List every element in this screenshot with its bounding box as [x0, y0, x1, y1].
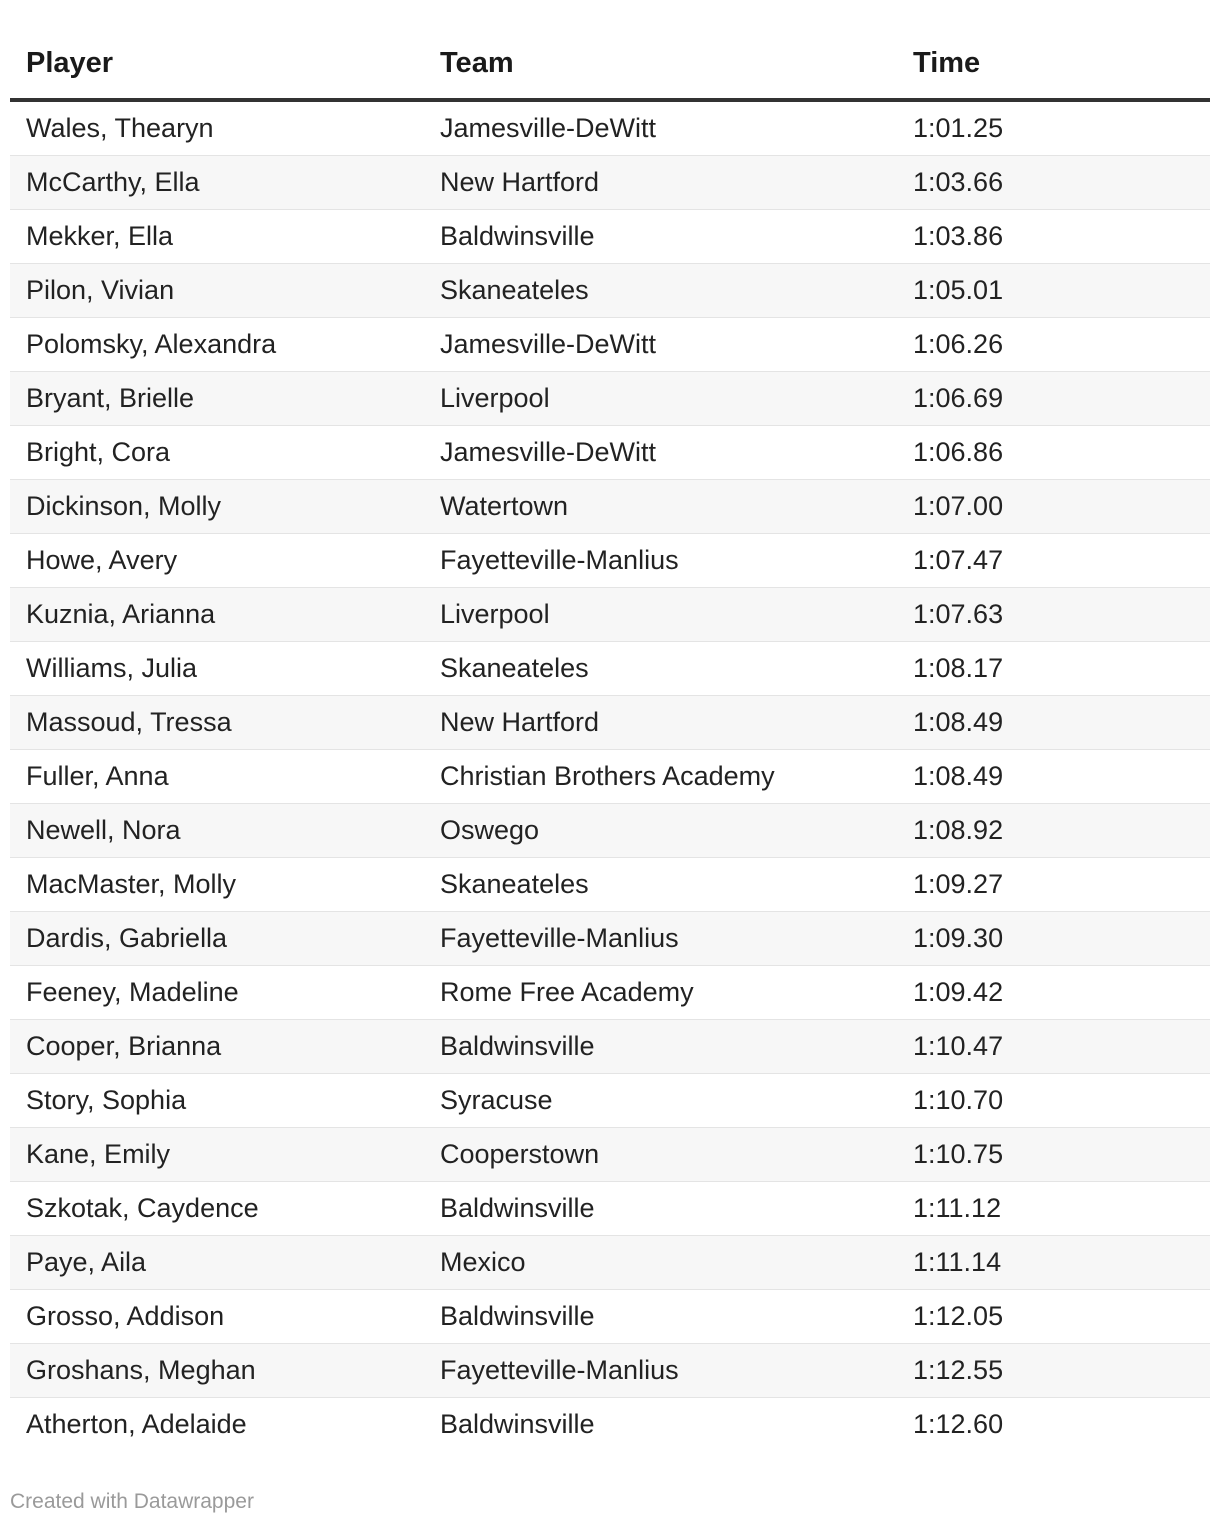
table-row — [10, 588, 1210, 642]
cell-time: 1:06.86 — [897, 426, 1210, 480]
cell-time: 1:12.55 — [897, 1344, 1210, 1398]
cell-time: 1:11.12 — [897, 1182, 1210, 1236]
cell-time: 1:08.49 — [897, 750, 1210, 804]
table-row — [10, 1290, 1210, 1344]
cell-team: Mexico — [424, 1236, 897, 1290]
cell-player: Polomsky, Alexandra — [10, 318, 424, 372]
table-row — [10, 750, 1210, 804]
table-row — [10, 1128, 1210, 1182]
table-row — [10, 858, 1210, 912]
cell-time: 1:10.75 — [897, 1128, 1210, 1182]
cell-team: Syracuse — [424, 1074, 897, 1128]
cell-player: Williams, Julia — [10, 642, 424, 696]
table-row — [10, 1020, 1210, 1074]
cell-time: 1:06.69 — [897, 372, 1210, 426]
cell-time: 1:05.01 — [897, 264, 1210, 318]
cell-time: 1:09.42 — [897, 966, 1210, 1020]
table-row — [10, 156, 1210, 210]
cell-player: Wales, Thearyn — [10, 100, 424, 156]
cell-team: Christian Brothers Academy — [424, 750, 897, 804]
table-body — [10, 100, 1210, 1451]
cell-team: Oswego — [424, 804, 897, 858]
table-row — [10, 534, 1210, 588]
cell-player: Atherton, Adelaide — [26, 1409, 247, 1439]
cell-time: 1:11.14 — [897, 1236, 1210, 1290]
table-row — [10, 1236, 1210, 1290]
cell-team: Watertown — [424, 480, 897, 534]
column-header-time[interactable]: Time — [897, 28, 1210, 100]
cell-player: Howe, Avery — [10, 534, 424, 588]
cell-player: Bryant, Brielle — [10, 372, 424, 426]
table-row — [10, 966, 1210, 1020]
table-row — [10, 480, 1210, 534]
cell-player: Paye, Aila — [10, 1236, 424, 1290]
cell-player: Massoud, Tressa — [10, 696, 424, 750]
cell-team: Skaneateles — [424, 858, 897, 912]
cell-team: Skaneateles — [424, 264, 897, 318]
cell-player: Feeney, Madeline — [10, 966, 424, 1020]
cell-team: Baldwinsville — [424, 1020, 897, 1074]
column-header-team[interactable]: Team — [424, 28, 897, 100]
cell-time: 1:09.27 — [897, 858, 1210, 912]
cell-team: Baldwinsville — [424, 1290, 897, 1344]
cell-player: Bright, Cora — [10, 426, 424, 480]
table-row — [10, 100, 1210, 156]
cell-time: 1:07.47 — [897, 534, 1210, 588]
cell-player: Newell, Nora — [10, 804, 424, 858]
cell-player: Szkotak, Caydence — [10, 1182, 424, 1236]
table-row — [10, 1182, 1210, 1236]
cell-time: 1:12.60 — [913, 1409, 1004, 1439]
table-row — [10, 426, 1210, 480]
table-row — [10, 1344, 1210, 1398]
cell-team: Fayetteville-Manlius — [424, 534, 897, 588]
cell-time: 1:08.49 — [897, 696, 1210, 750]
datawrapper-credit[interactable]: Created with Datawrapper — [10, 1490, 254, 1513]
cell-player: Grosso, Addison — [10, 1290, 424, 1344]
cell-player: Dardis, Gabriella — [10, 912, 424, 966]
table-header — [10, 28, 1210, 100]
cell-player: Story, Sophia — [10, 1074, 424, 1128]
table-row — [10, 1398, 1210, 1452]
cell-time: 1:06.26 — [897, 318, 1210, 372]
table-row — [10, 696, 1210, 750]
cell-player: Mekker, Ella — [10, 210, 424, 264]
table-row — [10, 372, 1210, 426]
table-row — [10, 318, 1210, 372]
cell-team: Fayetteville-Manlius — [424, 1344, 897, 1398]
cell-team: Fayetteville-Manlius — [424, 912, 897, 966]
cell-player: Fuller, Anna — [10, 750, 424, 804]
cell-team: Jamesville-DeWitt — [424, 318, 897, 372]
table-row — [10, 1074, 1210, 1128]
cell-player: McCarthy, Ella — [10, 156, 424, 210]
cell-time: 1:08.92 — [897, 804, 1210, 858]
cell-player: Pilon, Vivian — [10, 264, 424, 318]
column-header-player[interactable]: Player — [10, 28, 424, 100]
table-row — [10, 912, 1210, 966]
cell-time: 1:01.25 — [897, 100, 1210, 156]
cell-player: Groshans, Meghan — [10, 1344, 424, 1398]
header-row — [10, 28, 1210, 100]
cell-time: 1:03.86 — [897, 210, 1210, 264]
cell-team: Liverpool — [424, 588, 897, 642]
table-row — [10, 804, 1210, 858]
cell-player: Kuznia, Arianna — [10, 588, 424, 642]
cell-time: 1:09.30 — [897, 912, 1210, 966]
cell-team: Liverpool — [424, 372, 897, 426]
cell-time: 1:03.66 — [897, 156, 1210, 210]
cell-time: 1:10.70 — [897, 1074, 1210, 1128]
cell-player: Kane, Emily — [10, 1128, 424, 1182]
cell-player: Cooper, Brianna — [10, 1020, 424, 1074]
cell-player: Dickinson, Molly — [10, 480, 424, 534]
results-table — [10, 28, 1210, 1451]
cell-time: 1:07.00 — [897, 480, 1210, 534]
cell-team: Jamesville-DeWitt — [424, 426, 897, 480]
cell-team: Jamesville-DeWitt — [424, 100, 897, 156]
cell-team: Skaneateles — [424, 642, 897, 696]
table-row — [10, 642, 1210, 696]
cell-time: 1:12.05 — [897, 1290, 1210, 1344]
cell-team: Cooperstown — [424, 1128, 897, 1182]
table-row — [10, 264, 1210, 318]
cell-team: New Hartford — [424, 156, 897, 210]
table-row — [10, 210, 1210, 264]
cell-team: Baldwinsville — [424, 1182, 897, 1236]
cell-player: MacMaster, Molly — [10, 858, 424, 912]
cell-team: New Hartford — [424, 696, 897, 750]
cell-time: 1:07.63 — [897, 588, 1210, 642]
cell-team: Baldwinsville — [440, 1409, 595, 1439]
cell-time: 1:08.17 — [897, 642, 1210, 696]
cell-team: Baldwinsville — [424, 210, 897, 264]
cell-time: 1:10.47 — [897, 1020, 1210, 1074]
cell-team: Rome Free Academy — [424, 966, 897, 1020]
